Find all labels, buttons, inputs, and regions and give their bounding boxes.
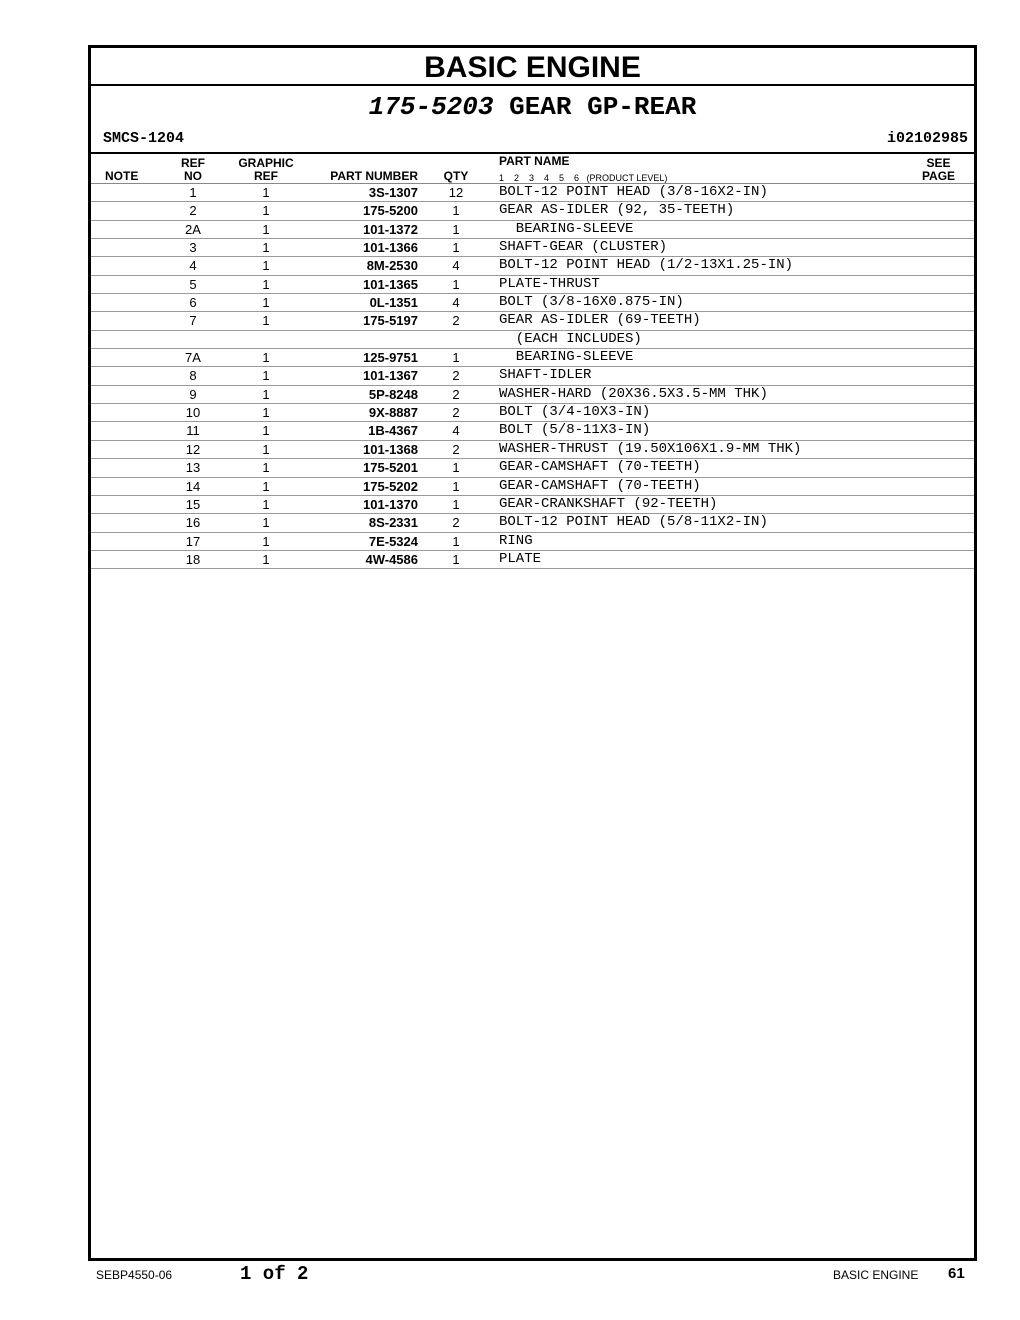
graphic-ref: 1 <box>262 460 270 476</box>
quantity: 2 <box>452 313 460 329</box>
part-name: GEAR AS-IDLER (69-TEETH) <box>499 312 701 329</box>
table-row <box>91 331 974 349</box>
quantity: 1 <box>452 496 460 512</box>
doc-number: SEBP4550-06 <box>96 1268 173 1282</box>
graphic-ref: 1 <box>262 258 270 274</box>
parts-page-frame <box>88 45 977 1261</box>
ref-no: 5 <box>189 276 197 292</box>
ref-no: 10 <box>185 405 201 421</box>
smcs-code: SMCS-1204 <box>103 130 185 147</box>
part-name: RING <box>499 532 533 549</box>
graphic-ref: 1 <box>262 515 270 531</box>
part-number: 1B-4367 <box>368 423 418 439</box>
graphic-ref: 1 <box>262 221 270 237</box>
part-number: 175-5202 <box>363 478 418 494</box>
part-number: 125-9751 <box>363 350 418 366</box>
part-name: GEAR AS-IDLER (92, 35-TEETH) <box>499 202 735 219</box>
ref-no: 7A <box>185 350 201 366</box>
ref-no: 6 <box>189 295 197 311</box>
part-number: 4W-4586 <box>365 551 418 567</box>
part-number: 0L-1351 <box>369 295 418 311</box>
quantity: 1 <box>452 478 460 494</box>
quantity: 1 <box>452 350 460 366</box>
group-name: GEAR GP-REAR <box>509 92 697 122</box>
table-row <box>91 367 974 385</box>
ref-no: 8 <box>189 368 197 384</box>
ref-no: 18 <box>185 551 201 567</box>
part-name: BEARING-SLEEVE <box>499 220 634 237</box>
illustration-id: i02102985 <box>886 130 968 147</box>
page-of: 1 of 2 <box>240 1263 309 1285</box>
part-name: GEAR-CAMSHAFT (70-TEETH) <box>499 477 701 494</box>
col-ref-top: REF <box>181 156 205 170</box>
table-row <box>91 478 974 496</box>
table-row <box>91 514 974 532</box>
part-name: PLATE <box>499 550 542 567</box>
table-row <box>91 221 974 239</box>
col-part-name: PART NAME <box>499 154 570 168</box>
part-number: 101-1372 <box>363 221 418 237</box>
ref-no: 7 <box>189 313 197 329</box>
part-name: BOLT-12 POINT HEAD (5/8-11X2-IN) <box>499 514 768 531</box>
ref-no: 17 <box>185 533 201 549</box>
table-row <box>91 294 974 312</box>
quantity: 2 <box>452 386 460 402</box>
part-number: 101-1370 <box>363 496 418 512</box>
quantity: 2 <box>452 368 460 384</box>
part-number: 9X-8887 <box>368 405 418 421</box>
quantity: 1 <box>452 533 460 549</box>
part-name: GEAR-CRANKSHAFT (92-TEETH) <box>499 495 718 512</box>
col-ref-bottom: NO <box>184 169 202 183</box>
graphic-ref: 1 <box>262 295 270 311</box>
part-name: BOLT (3/8-16X0.875-IN) <box>499 294 684 311</box>
table-row <box>91 533 974 551</box>
col-graphic-bottom: REF <box>254 169 278 183</box>
graphic-ref: 1 <box>262 533 270 549</box>
part-number: 101-1366 <box>363 240 418 256</box>
table-row <box>91 422 974 440</box>
quantity: 12 <box>448 185 464 200</box>
group-part-number: 175-5203 <box>368 92 494 122</box>
part-name: SHAFT-GEAR (CLUSTER) <box>499 239 668 256</box>
col-note: NOTE <box>105 169 139 183</box>
part-number: 3S-1307 <box>368 185 418 200</box>
ref-no: 15 <box>185 496 201 512</box>
col-qty: QTY <box>443 169 469 183</box>
graphic-ref: 1 <box>262 423 270 439</box>
graphic-ref: 1 <box>262 203 270 219</box>
part-number: 101-1367 <box>363 368 418 384</box>
quantity: 2 <box>452 441 460 457</box>
graphic-ref: 1 <box>262 276 270 292</box>
graphic-ref: 1 <box>262 350 270 366</box>
part-name: BOLT-12 POINT HEAD (3/8-16X2-IN) <box>499 184 768 200</box>
parts-table <box>91 183 974 569</box>
quantity: 4 <box>452 295 460 311</box>
table-row <box>91 349 974 367</box>
col-graphic-top: GRAPHIC <box>238 156 294 170</box>
quantity: 1 <box>452 240 460 256</box>
graphic-ref: 1 <box>262 386 270 402</box>
ref-no: 2 <box>189 203 197 219</box>
quantity: 1 <box>452 460 460 476</box>
part-name: BOLT-12 POINT HEAD (1/2-13X1.25-IN) <box>499 257 794 274</box>
col-see-bottom: PAGE <box>921 169 956 183</box>
quantity: 1 <box>452 221 460 237</box>
graphic-ref: 1 <box>262 405 270 421</box>
part-number: 175-5201 <box>363 460 418 476</box>
col-see-top: SEE <box>926 156 951 170</box>
part-name: SHAFT-IDLER <box>499 367 592 384</box>
table-row <box>91 459 974 477</box>
table-row <box>91 312 974 330</box>
table-row <box>91 202 974 220</box>
part-name: (EACH INCLUDES) <box>499 330 642 347</box>
part-number: 8S-2331 <box>368 515 418 531</box>
ref-no: 2A <box>185 221 201 237</box>
table-row <box>91 551 974 569</box>
graphic-ref: 1 <box>262 313 270 329</box>
quantity: 4 <box>452 423 460 439</box>
ref-no: 9 <box>189 386 197 402</box>
table-row <box>91 441 974 459</box>
ref-no: 12 <box>185 441 201 457</box>
part-number: 7E-5324 <box>368 533 418 549</box>
table-row <box>91 239 974 257</box>
part-name: WASHER-THRUST (19.50X106X1.9-MM THK) <box>499 440 802 457</box>
graphic-ref: 1 <box>262 441 270 457</box>
ref-no: 13 <box>185 460 201 476</box>
part-name: BOLT (5/8-11X3-IN) <box>499 422 651 439</box>
section-title: BASIC ENGINE <box>91 48 974 86</box>
part-name: WASHER-HARD (20X36.5X3.5-MM THK) <box>499 385 768 402</box>
ref-no: 11 <box>186 423 200 439</box>
part-number: 101-1368 <box>363 441 418 457</box>
ref-no: 4 <box>189 258 197 274</box>
group-title <box>91 92 974 122</box>
part-number: 175-5200 <box>363 203 418 219</box>
table-row <box>91 386 974 404</box>
quantity: 2 <box>452 515 460 531</box>
quantity: 2 <box>452 405 460 421</box>
ref-no: 3 <box>189 240 197 256</box>
graphic-ref: 1 <box>262 368 270 384</box>
ref-no: 14 <box>185 478 201 494</box>
part-number: 101-1365 <box>363 276 418 292</box>
quantity: 4 <box>452 258 460 274</box>
graphic-ref: 1 <box>262 240 270 256</box>
ref-no: 1 <box>189 185 197 200</box>
graphic-ref: 1 <box>262 496 270 512</box>
graphic-ref: 1 <box>262 185 270 200</box>
part-name: PLATE-THRUST <box>499 275 600 292</box>
part-number: 5P-8248 <box>368 386 418 402</box>
graphic-ref: 1 <box>262 551 270 567</box>
footer-section: BASIC ENGINE <box>833 1268 919 1282</box>
part-name: GEAR-CAMSHAFT (70-TEETH) <box>499 459 701 476</box>
part-name: BEARING-SLEEVE <box>499 349 634 366</box>
table-row <box>91 276 974 294</box>
table-row <box>91 404 974 422</box>
quantity: 1 <box>452 551 460 567</box>
table-row <box>91 257 974 275</box>
col-part-number: PART NUMBER <box>330 169 418 183</box>
part-number: 8M-2530 <box>366 258 418 274</box>
table-row <box>91 496 974 514</box>
page-number: 61 <box>948 1265 965 1282</box>
graphic-ref: 1 <box>262 478 270 494</box>
part-name: BOLT (3/4-10X3-IN) <box>499 404 651 421</box>
ref-no: 16 <box>185 515 201 531</box>
quantity: 1 <box>452 276 460 292</box>
part-number: 175-5197 <box>363 313 418 329</box>
product-levels: 1 2 3 4 5 6 (PRODUCT LEVEL) <box>499 173 668 183</box>
table-row <box>91 184 974 202</box>
quantity: 1 <box>452 203 460 219</box>
